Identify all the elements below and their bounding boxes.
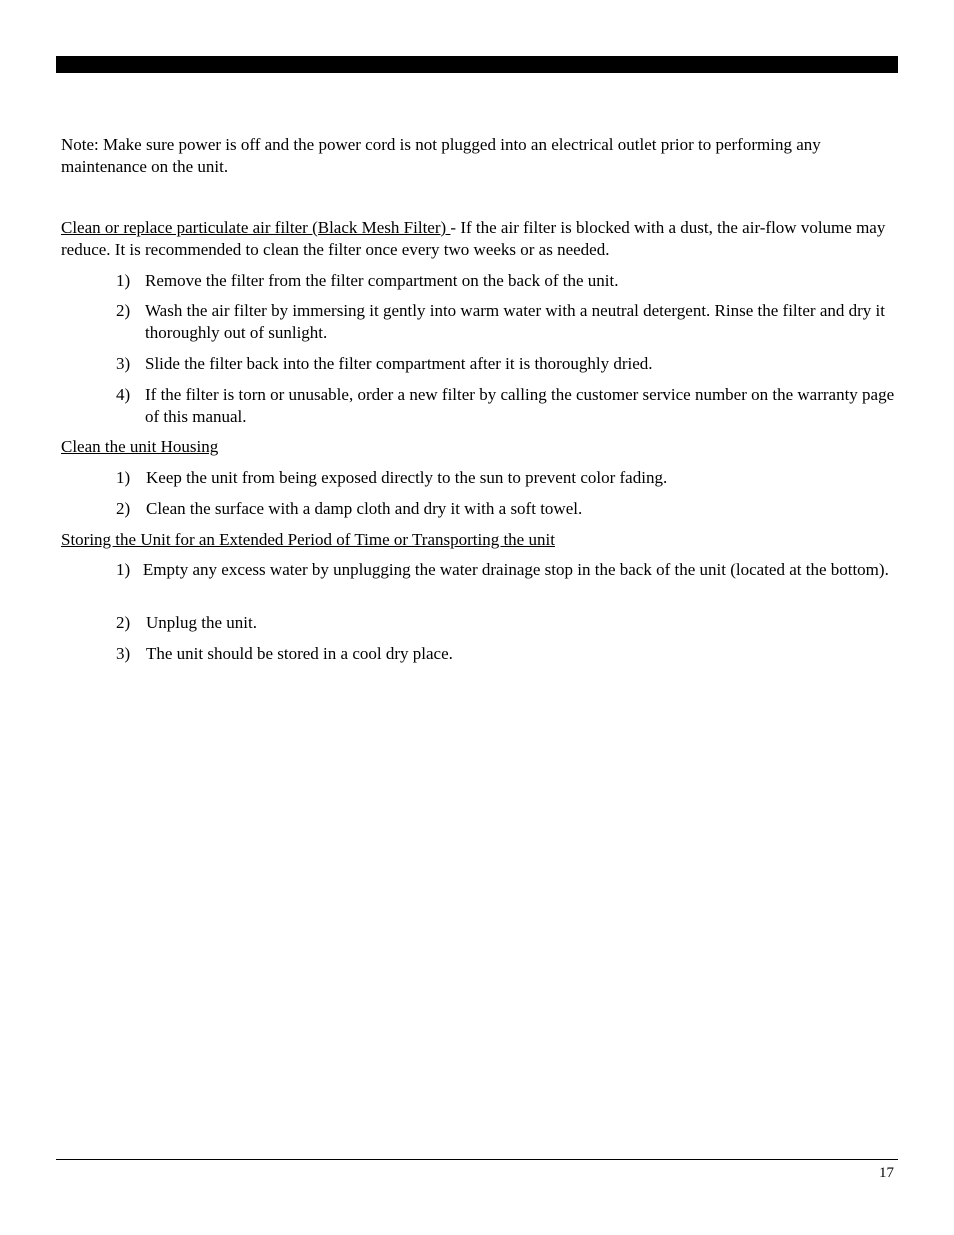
list-item-number: 2) [116, 499, 131, 518]
list-item [116, 643, 896, 665]
list-item [116, 498, 896, 520]
filter-section-intro: - If the air filter is blocked with a dust, the air-flow volume may reduce. It is recommended to clean the filter once every two weeks or as needed. [61, 218, 886, 259]
list-item [116, 270, 896, 292]
header-bar [56, 56, 898, 73]
list-item-number: 4) [116, 385, 131, 404]
housing-section-heading: Clean the unit Housing [61, 437, 219, 456]
page-number: 17 [879, 1165, 894, 1181]
list-item-number: 1) [116, 468, 131, 487]
list-item [116, 384, 896, 428]
list-item [116, 300, 896, 344]
list-item-text: Slide the filter back into the filter compartment after it is thoroughly dried. [145, 354, 653, 373]
list-item-text: The unit should be stored in a cool dry place. [146, 644, 453, 663]
list-item-text: Wash the air filter by immersing it gently into warm water with a neutral detergent. Rinse the filter and dry it thoroughly out of sunlight. [145, 301, 885, 342]
footer-divider [56, 1159, 898, 1160]
maintenance-note: Note: Make sure power is off and the power cord is not plugged into an electrical outlet prior to performing any maintenance on the unit. [61, 135, 821, 176]
list-item [116, 559, 896, 581]
list-item-text: If the filter is torn or unusable, order a new filter by calling the customer service number on the warranty page of this manual. [145, 385, 895, 426]
filter-section-paragraph [61, 217, 901, 261]
list-item-number: 2) [116, 301, 131, 320]
list-item-text: Remove the filter from the filter compartment on the back of the unit. [145, 271, 619, 290]
storing-section-heading: Storing the Unit for an Extended Period of Time or Transporting the unit [61, 530, 555, 549]
list-item-number: 2) [116, 613, 131, 632]
list-item [116, 612, 896, 634]
list-item [116, 467, 896, 489]
list-item-text: Unplug the unit. [146, 613, 257, 632]
list-item-number: 1) [116, 560, 131, 579]
list-item-number: 3) [116, 354, 131, 373]
list-item-text: Clean the surface with a damp cloth and dry it with a soft towel. [146, 499, 583, 518]
list-item [116, 353, 896, 375]
list-item-text: Empty any excess water by unplugging the water drainage stop in the back of the unit (located at the bottom). [142, 560, 889, 579]
list-item-number: 3) [116, 644, 131, 663]
list-item-text: Keep the unit from being exposed directly to the sun to prevent color fading. [146, 468, 668, 487]
list-item-number: 1) [116, 271, 131, 290]
filter-section-heading: Clean or replace particulate air filter (Black Mesh Filter) [61, 218, 451, 237]
